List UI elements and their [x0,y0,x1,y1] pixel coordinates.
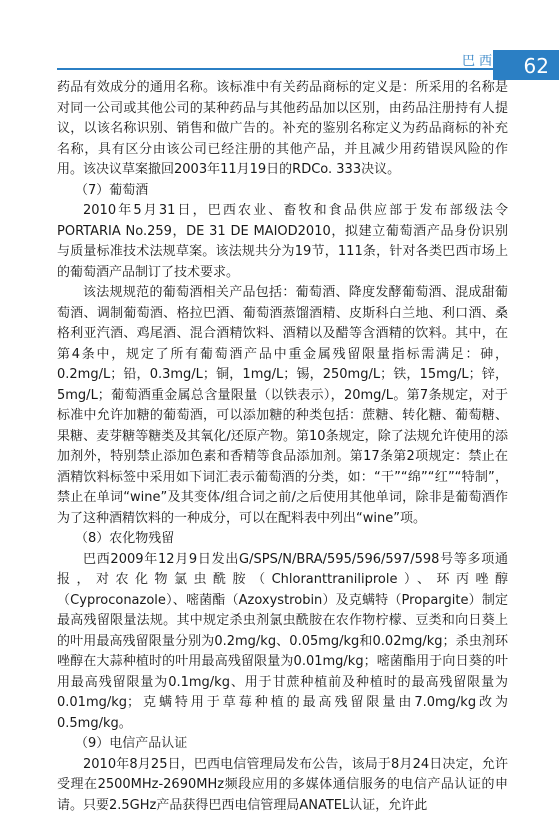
heading-agrochemical-residue: （8）农化物残留 [57,529,508,550]
section-name: 巴西 [462,50,496,69]
paragraph: 巴西2009年12月9日发出G/SPS/N/BRA/595/596/597/598号等多项通报，对农化物氯虫酰胺（Chloranttraniliprole）、环丙唑醇（Cyproconazole）、嘧菌酯（Azoxystrobin）及克螨特（Propargite）制定最高残留限量法规。其中规定杀虫剂氯虫酰胺在农作物柠檬、豆类和向日葵上的叶用最高残留限量分别为0.2mg/kg、0.05mg/kg和0.02mg/kg；杀虫剂环唑醇在大蒜种植时的叶用最高残留限量为0.01mg/kg；嘧菌酯用于向日葵的叶用最高残留限量为0.1mg/kg、用于甘蔗种植前及种植时的最高残留限量为0.01mg/kg；克螨特用于草莓种植的最高残留限量由7.0mg/kg改为0.5mg/kg。 [57,550,508,735]
paragraph: 2010年5月31日，巴西农业、畜牧和食品供应部于发布部级法令PORTARIA No.259，DE 31 DE MAIOD2010，拟建立葡萄酒产品身份识别与质量标准技术法规草案。该法规共分为19节，111条，针对各类巴西市场上的葡萄酒产品制订了技术要求。 [57,201,508,283]
paragraph: 该法规规范的葡萄酒相关产品包括：葡萄酒、降度发酵葡萄酒、混成甜葡萄酒、调制葡萄酒、格拉巴酒、葡萄酒蒸馏酒精、皮斯科白兰地、利口酒、桑格利亚汽酒、鸡尾酒、混合酒精饮料、酒精以及醋等含酒精的饮料。其中，在第4条中，规定了所有葡萄酒产品中重金属残留限量指标需满足：砷，0.2mg/L；铅，0.3mg/L；铜，1mg/L；锡，250mg/L；铁，15mg/L；锌，5mg/L；葡萄酒重金属总含量限量（以铁表示），20mg/L。第7条规定，对于标准中允许加糖的葡萄酒，可以添加糖的种类包括：蔗糖、转化糖、葡萄糖、果糖、麦芽糖等糖类及其氧化/还原产物。第10条规定，除了法规允许使用的添加剂外，特别禁止添加色素和香精等食品添加剂。第17条第2项规定：禁止在酒精饮料标签中采用如下词汇表示葡萄酒的分类，如：“干”“绵”“红”“特制”，禁止在单词“wine”及其变体/组合词之前/之后使用其他单词，除非是葡萄酒作为了这种酒精饮料的一种成分，可以在配料表中列出“wine”项。 [57,283,508,529]
heading-wine: （7）葡萄酒 [57,181,508,202]
page-number: 62 [524,54,549,78]
paragraph: 药品有效成分的通用名称。该标准中有关药品商标的定义是：所采用的名称是对同一公司或其他公司的某种药品与其他药品加以区别，由药品注册持有人提议，以该名称识别、销售和做广告的。补充的鉴别名称定义为药品商标的补充名称，具有区分由该公司已经注册的其他产品，并且减少用药错误风险的作用。该决议草案撤回2003年11月19日的RDCo. 333决议。 [57,78,508,181]
page-body [57,78,508,816]
heading-telecom-certification: （9）电信产品认证 [57,734,508,755]
paragraph: 2010年8月25日，巴西电信管理局发布公告，该局于8月24日决定，允许受理在2500MHz-2690MHz频段应用的多媒体通信服务的电信产品认证的申请。只要2.5GHz产品获得巴西电信管理局ANATEL认证，允许此 [57,755,508,816]
